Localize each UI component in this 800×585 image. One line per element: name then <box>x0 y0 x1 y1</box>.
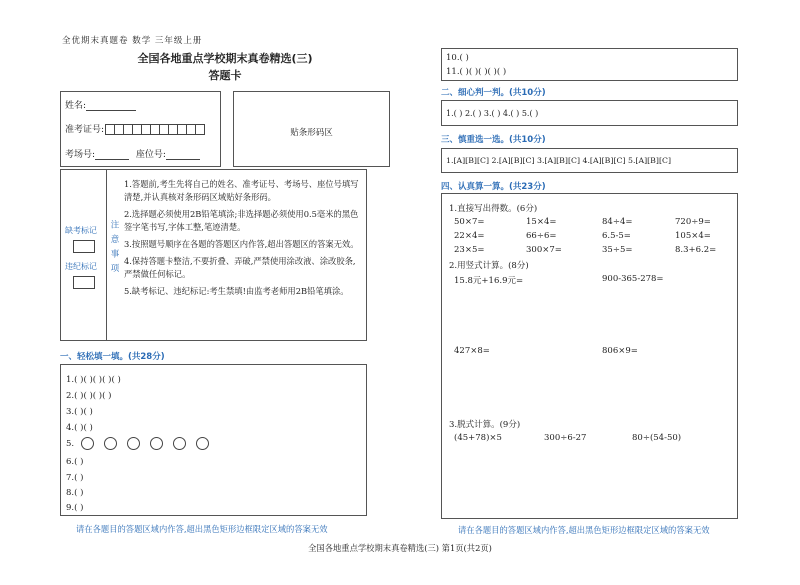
section1-heading: 一、轻松填一填。(共28分) <box>60 352 165 362</box>
circle-blank[interactable] <box>81 437 94 450</box>
q1-item[interactable]: 300×7= <box>526 245 562 255</box>
answer-row-5-label: 5. <box>66 439 75 449</box>
exam-id-label: 准考证号: <box>65 125 105 135</box>
judge-answers[interactable]: 1.( ) 2.( ) 3.( ) 4.( ) 5.( ) <box>446 109 539 118</box>
note-item: 5.缺考标记、违纪标记:考生禁填!由监考老师用2B铅笔填涂。 <box>124 286 349 296</box>
exam-id-field[interactable] <box>106 125 205 135</box>
absent-mark-label: 缺考标记 <box>65 226 97 235</box>
q2-item[interactable]: 427×8= <box>454 346 490 356</box>
circle-blank[interactable] <box>104 437 117 450</box>
q2-item[interactable]: 900-365-278= <box>602 274 664 284</box>
section4-heading: 四、认真算一算。(共23分) <box>441 182 546 192</box>
answer-row-11[interactable]: 11.( )( )( )( )( ) <box>446 67 507 77</box>
violation-mark-box[interactable] <box>73 276 95 289</box>
note-item: 4.保持答题卡整洁,不要折叠、弄破,严禁使用涂改液、涂改胶条,严禁做任何标记。 <box>124 256 356 279</box>
q3-item[interactable]: (45+78)×5 <box>454 433 502 443</box>
page-title: 全国各地重点学校期末真卷精选(三) <box>137 52 313 65</box>
section2-heading: 二、细心判一判。(共10分) <box>441 88 546 98</box>
student-info-box <box>60 91 221 167</box>
answer-row-10[interactable]: 10.( ) <box>446 53 469 63</box>
absent-mark-box[interactable] <box>73 240 95 253</box>
left-footer-note: 请在各题目的答题区域内作答,超出黑色矩形边框限定区域的答案无效 <box>76 524 328 534</box>
section1-cont-box <box>441 48 738 81</box>
answer-row-1[interactable]: 1.( )( )( )( )( ) <box>66 375 121 385</box>
q1-item[interactable]: 22×4= <box>454 231 485 241</box>
instructions-box <box>60 169 367 341</box>
name-field[interactable] <box>86 101 136 111</box>
q1-item[interactable]: 720÷9= <box>675 217 711 227</box>
note-item: 1.答题前,考生先将自己的姓名、准考证号、考场号、座位号填写清楚,并认真核对条形码区域贴好条形码。 <box>124 179 359 202</box>
answer-row-5[interactable] <box>66 437 219 450</box>
mark-column <box>61 170 107 340</box>
section1-answer-box <box>60 364 367 516</box>
circle-blank[interactable] <box>127 437 140 450</box>
seat-label: 座位号: <box>135 150 166 160</box>
q2-item[interactable]: 806×9= <box>602 346 638 356</box>
room-label: 考场号: <box>65 150 96 160</box>
answer-row-3[interactable]: 3.( )( ) <box>66 407 93 417</box>
section4-box <box>441 193 738 519</box>
section2-box <box>441 100 738 126</box>
section3-heading: 三、慎重选一选。(共10分) <box>441 135 546 145</box>
q1-title: 1.直接写出得数。(6分) <box>449 204 538 214</box>
q1-item[interactable]: 35÷5= <box>602 245 633 255</box>
q1-item[interactable]: 50×7= <box>454 217 485 227</box>
q1-item[interactable]: 15×4= <box>526 217 557 227</box>
answer-row-4[interactable]: 4.( )( ) <box>66 423 93 433</box>
page-subtitle: 答题卡 <box>208 69 242 82</box>
circle-blank[interactable] <box>196 437 209 450</box>
note-item: 3.按照题号顺序在各题的答题区内作答,超出答题区的答案无效。 <box>124 239 359 249</box>
q1-item[interactable]: 105×4= <box>675 231 711 241</box>
note-item: 2.选择题必须使用2B铅笔填涂;非选择题必须使用0.5毫米的黑色签字笔书写,字体工整,笔迹清楚。 <box>124 209 359 232</box>
q3-item[interactable]: 80÷(54-50) <box>632 433 682 443</box>
answer-row-8[interactable]: 8.( ) <box>66 488 84 498</box>
q1-item[interactable]: 66÷6= <box>526 231 557 241</box>
q2-item[interactable]: 15.8元+16.9元= <box>454 276 524 286</box>
answer-row-7[interactable]: 7.( ) <box>66 473 84 483</box>
section3-box <box>441 148 738 173</box>
q1-item[interactable]: 8.3+6.2= <box>675 245 717 255</box>
answer-row-2[interactable]: 2.( )( )( )( ) <box>66 391 112 401</box>
q2-title: 2.用竖式计算。(8分) <box>449 261 529 271</box>
name-label: 姓名: <box>65 101 87 111</box>
q1-item[interactable]: 6.5-5= <box>602 231 631 241</box>
barcode-label: 贴条形码区 <box>290 128 333 138</box>
answer-row-9[interactable]: 9.( ) <box>66 503 84 513</box>
seat-field[interactable] <box>166 150 200 160</box>
choice-answers[interactable]: 1.[A][B][C] 2.[A][B][C] 3.[A][B][C] 4.[A][B][C] 5.[A][B][C] <box>446 156 671 165</box>
notes-list <box>124 178 362 302</box>
q3-title: 3.脱式计算。(9分) <box>449 420 521 430</box>
notes-heading: 注意事项 <box>109 220 119 278</box>
room-field[interactable] <box>95 150 129 160</box>
right-footer-note: 请在各题目的答题区域内作答,超出黑色矩形边框限定区域的答案无效 <box>458 525 710 535</box>
q3-item[interactable]: 300÷6-27 <box>544 433 587 443</box>
q1-item[interactable]: 23×5= <box>454 245 485 255</box>
q1-item[interactable]: 84÷4= <box>602 217 633 227</box>
page-footer: 全国各地重点学校期末真卷精选(三) 第1页(共2页) <box>308 543 492 553</box>
violation-mark-label: 违纪标记 <box>65 262 97 271</box>
series-header: 全优期末真题卷 数学 三年级上册 <box>62 36 203 46</box>
answer-row-6[interactable]: 6.( ) <box>66 457 84 467</box>
circle-blank[interactable] <box>173 437 186 450</box>
circle-blank[interactable] <box>150 437 163 450</box>
barcode-area <box>233 91 390 167</box>
